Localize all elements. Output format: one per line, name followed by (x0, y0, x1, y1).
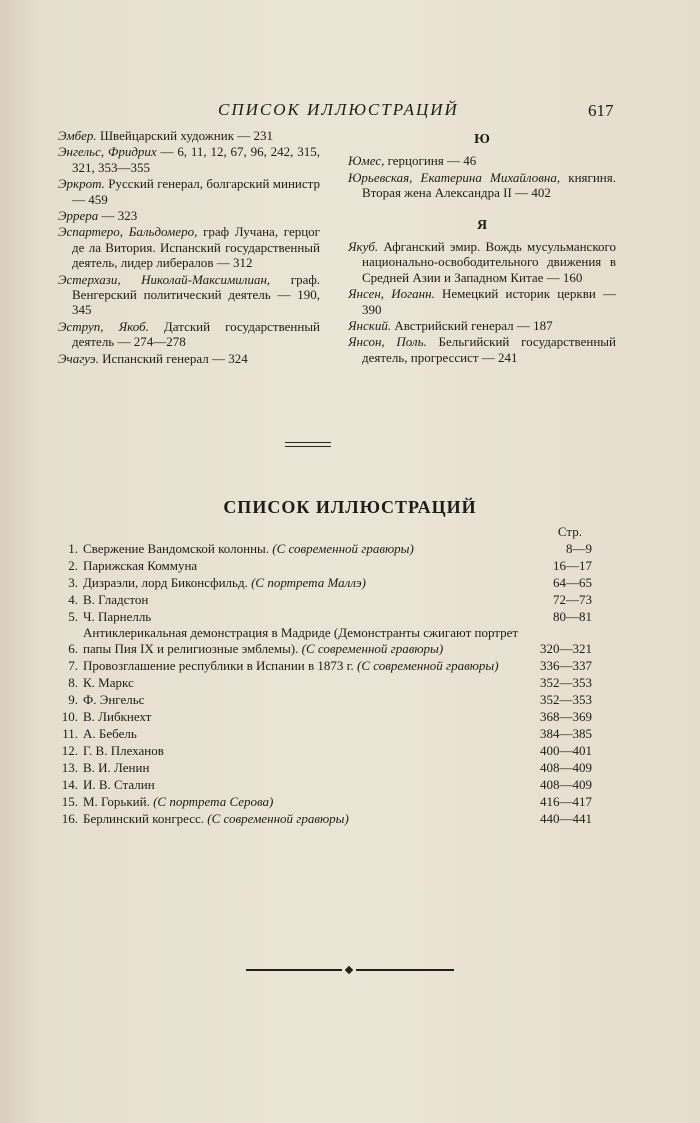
index-entry (58, 351, 320, 366)
illustration-row (58, 759, 592, 776)
illustration-caption (83, 658, 526, 674)
illustration-caption-text: К. Маркс (83, 675, 134, 690)
index-entry-name: Янсен, Иоганн. (348, 286, 435, 302)
illustration-caption-text: И. В. Сталин (83, 777, 155, 792)
index-entry-name: Янский. (348, 318, 392, 334)
illustration-source: (С современной гравюры) (301, 641, 444, 656)
illustration-pages: 16—17 (553, 558, 592, 573)
illustration-number: 13. (61, 760, 78, 775)
index-entry (348, 286, 616, 317)
index-entry-name: Юмес, (348, 153, 385, 169)
illustration-caption (83, 609, 526, 625)
illustration-row (58, 793, 592, 810)
illustration-row (58, 625, 592, 657)
illustration-row (58, 810, 592, 827)
index-entry (58, 144, 320, 175)
illustration-row (58, 725, 592, 742)
index-entry (348, 318, 616, 333)
index-right-column (348, 128, 616, 366)
group-spacer (348, 202, 616, 214)
illustrations-title: СПИСОК ИЛЛЮСТРАЦИЙ (223, 497, 477, 517)
illustration-caption (83, 675, 526, 691)
illustration-number: 11. (62, 726, 78, 741)
illustration-caption-text: В. И. Ленин (83, 760, 150, 775)
illustration-caption (83, 726, 526, 742)
index-entry-name: Эмбер. (58, 128, 97, 143)
illustration-number: 9. (68, 692, 78, 707)
index-entry-text: Немецкий историк церкви — 390 (362, 286, 617, 317)
index-entry-name: Эструп, Якоб. (58, 318, 149, 334)
illustration-caption-text: Свержение Вандомской колонны. (83, 541, 270, 556)
index-entry-text: — 6, 11, 12, 67, 96, 242, 315, 321, 353—355 (72, 144, 320, 175)
index-entry-name: Юрьевская, Екатерина Михайловна, (348, 169, 561, 185)
illustration-pages: 8—9 (566, 541, 592, 556)
illustration-pages: 336—337 (540, 658, 592, 673)
illustration-caption-text: В. Либкнехт (83, 709, 152, 724)
illustration-caption (83, 743, 526, 759)
illustration-row (58, 742, 592, 759)
index-entry (348, 239, 616, 285)
illustration-source: (С портрета Серова) (153, 794, 274, 809)
illustration-caption (83, 558, 526, 574)
index-entry (58, 319, 320, 350)
index-entry-text: граф Лучана, герцог де ла Витория. Испанский государственный деятель, лидер либералов — 312 (72, 224, 320, 271)
illustration-number: 1. (68, 541, 78, 556)
end-ornament-center (345, 966, 353, 974)
index-entry-text: княгиня. Вторая жена Александра II — 402 (362, 169, 616, 201)
index-entry-name: Эчагуэ. (58, 350, 99, 366)
illustration-row (58, 608, 592, 625)
index-entry-text: — 323 (101, 208, 138, 224)
illustration-number: 7. (68, 658, 78, 673)
illustration-caption (83, 811, 526, 827)
index-entry-name: Эррера (58, 208, 99, 224)
illustration-number: 10. (61, 709, 78, 724)
illustration-caption-text: Г. В. Плеханов (83, 743, 164, 758)
illustration-number: 3. (68, 575, 78, 590)
end-ornament (246, 968, 454, 972)
illustration-caption-text: Ч. Парнелль (83, 609, 152, 624)
illustration-pages: 440—441 (540, 811, 592, 826)
index-entry-text: Русский генерал, болгарский министр — 459 (72, 176, 320, 207)
illustration-number: 14. (61, 777, 78, 792)
index-entry-name: Эстерхази, Николай-Максимилиан, (58, 271, 271, 287)
index-entry (58, 128, 320, 143)
index-entry-text: Испанский генерал — 324 (102, 350, 248, 366)
illustration-source: (С современной гравюры) (272, 541, 414, 556)
illustration-caption-text: В. Гладстон (83, 592, 149, 607)
index-entry-text: Бельгийский государственный деятель, прогрессист — 241 (362, 334, 616, 365)
illustration-number: 6. (68, 641, 78, 656)
illustration-pages: 384—385 (540, 726, 592, 741)
index-entry-text: Австрийский генерал — 187 (394, 318, 553, 334)
illustration-caption-text: Берлинский конгресс. (83, 811, 205, 826)
index-entry (58, 272, 320, 318)
illustration-caption (83, 777, 526, 793)
index-entry-text: Датский государственный деятель — 274—278 (72, 318, 321, 350)
illustration-source: (С современной гравюры) (357, 658, 499, 673)
index-entry-text: Швейцарский художник — 231 (99, 128, 274, 143)
illustration-pages: 408—409 (540, 777, 592, 792)
illustration-row (58, 691, 592, 708)
index-entry-text: Афганский эмир. Вождь мусульманского национально-освободительного движения в Средней Азии и Западном Китае — 160 (362, 239, 616, 285)
index-entry (58, 176, 320, 207)
illustration-number: 4. (68, 592, 78, 607)
index-entry-name: Якуб. (348, 239, 379, 255)
illustrations-rows (58, 540, 592, 827)
illustration-row (58, 674, 592, 691)
illustration-pages: 320—321 (540, 641, 592, 656)
illustration-source: (С портрета Маллэ) (251, 575, 366, 590)
page-number: 617 (588, 101, 614, 120)
page-header (0, 100, 700, 124)
illustration-caption-text: А. Бебель (83, 726, 137, 741)
illustration-caption (83, 575, 526, 591)
illustration-caption-text: Антиклерикальная демонстрация в Мадриде (Демонстранты сжигают портрет папы Пия IX и религиозные эмблемы). (83, 625, 519, 656)
illustration-number: 16. (61, 811, 78, 826)
page-column-header: Стр. (557, 524, 582, 539)
illustration-row (58, 574, 592, 591)
index-entry-text: граф. Венгерский политический деятель — 190, 345 (72, 271, 321, 318)
end-ornament-right (356, 969, 454, 971)
illustration-pages: 80—81 (553, 609, 592, 624)
illustration-pages: 64—65 (553, 575, 592, 590)
illustration-caption (83, 592, 526, 608)
illustration-caption (83, 794, 526, 810)
illustration-caption-text: М. Горький. (83, 794, 150, 809)
index-entry-name: Эркрот. (58, 176, 105, 192)
index-entry-text: герцогиня — 46 (387, 153, 477, 169)
illustration-row (58, 540, 592, 557)
illustration-caption (83, 692, 526, 708)
running-title: СПИСОК ИЛЛЮСТРАЦИЙ (218, 100, 459, 119)
index-entry (348, 334, 616, 365)
illustration-number: 5. (68, 609, 78, 624)
index-entry-name: Эспартеро, Бальдомеро, (58, 224, 198, 240)
illustration-caption (83, 760, 526, 776)
illustration-source: (С современной гравюры) (207, 811, 349, 826)
illustration-row (58, 657, 592, 674)
index-entry-name: Янсон, Поль. (348, 334, 427, 350)
illustration-pages: 368—369 (540, 709, 592, 724)
end-ornament-left (246, 969, 342, 971)
illustration-pages: 416—417 (540, 794, 592, 809)
index-entry (348, 153, 616, 168)
illustration-pages: 352—353 (540, 692, 592, 707)
illustration-row (58, 776, 592, 793)
illustration-row (58, 591, 592, 608)
illustration-pages: 400—401 (540, 743, 592, 758)
illustration-caption (83, 625, 526, 657)
illustration-caption-text: Дизраэли, лорд Биконсфильд. (83, 575, 248, 590)
illustration-row (58, 708, 592, 725)
illustration-caption-text: Парижская Коммуна (83, 558, 198, 573)
illustration-caption (83, 541, 526, 557)
section-divider (285, 442, 331, 443)
illustration-row (58, 557, 592, 574)
illustration-caption (83, 709, 526, 725)
index-letter-heading: Я (476, 217, 488, 233)
illustration-number: 8. (68, 675, 78, 690)
index-entry (58, 208, 320, 223)
illustration-pages: 72—73 (553, 592, 592, 607)
index-entry-name: Энгельс, Фридрих (58, 144, 157, 160)
illustrations-list (58, 524, 592, 827)
index-letter-heading: Ю (474, 132, 490, 147)
illustration-pages: 352—353 (540, 675, 592, 690)
index-entry (58, 224, 320, 270)
index-left-column (58, 128, 320, 367)
illustration-pages: 408—409 (540, 760, 592, 775)
index-entry (348, 170, 616, 201)
illustration-caption-text: Ф. Энгельс (83, 692, 145, 707)
illustration-number: 2. (68, 558, 78, 573)
illustration-number: 15. (61, 794, 78, 809)
illustration-caption-text: Провозглашение республики в Испании в 1873 г. (83, 658, 354, 673)
illustration-number: 12. (61, 743, 78, 758)
